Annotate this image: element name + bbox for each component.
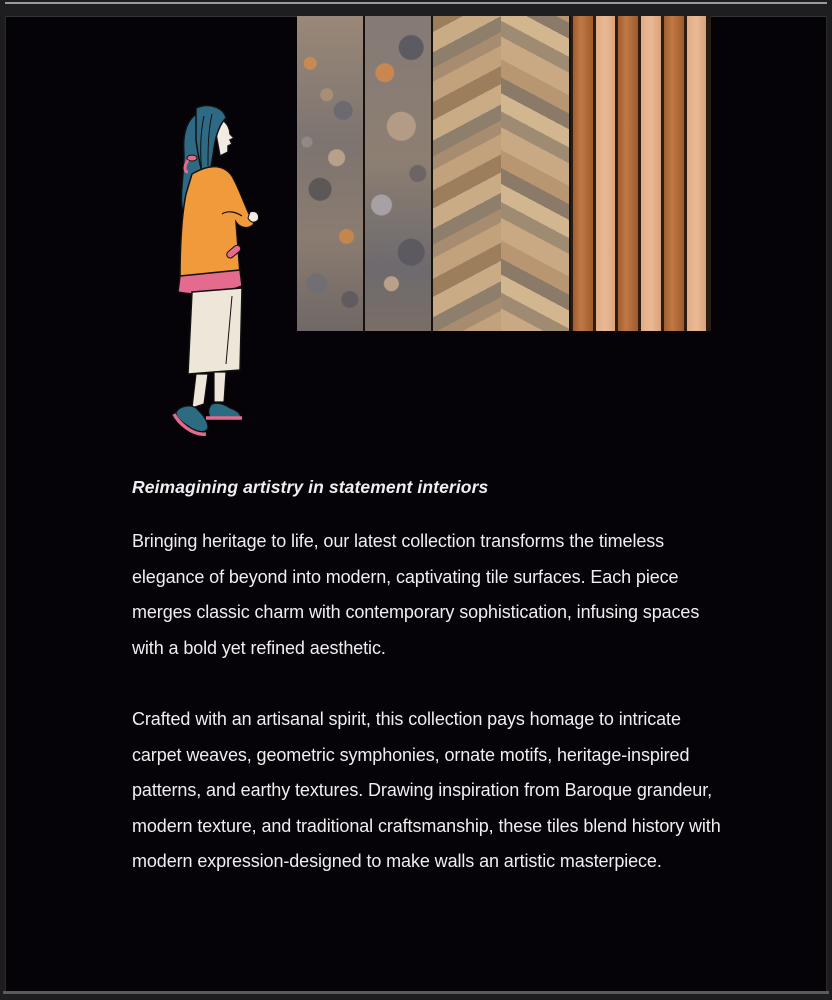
article-heading: Reimagining artistry in statement interiors: [132, 477, 489, 497]
tile-wood-chevron-right: [501, 16, 569, 331]
article-paragraph-2: Crafted with an artisanal spirit, this collection pays homage to intricate carpet weaves, geometric symphonies, ornate motifs, heritage-inspired patterns, and earthy textures. Drawing inspiration from Baroque grandeur, modern texture, and traditional craftsmanship, these tiles blend history with modern expression-designed to make walls an artistic masterpiece.: [132, 709, 721, 871]
article: [132, 474, 722, 880]
article-paragraph-1: Bringing heritage to life, our latest collection transforms the timeless elegance of beyond into modern, captivating tile surfaces. Each piece merges classic charm with contemporary sophistication, infusing spaces with a bold yet refined aesthetic.: [132, 531, 700, 658]
woman-illustration: [166, 104, 266, 440]
tile-showcase: [297, 16, 711, 331]
frame-bottom: [0, 994, 832, 1000]
tile-stone-terrazzo-2: [365, 16, 431, 331]
tile-stone-terrazzo-1: [297, 16, 363, 331]
tile-wood-chevron-left: [433, 16, 501, 331]
top-border: [5, 2, 827, 4]
frame-top: [0, 5, 832, 16]
tile-wood-slats: [571, 16, 711, 331]
